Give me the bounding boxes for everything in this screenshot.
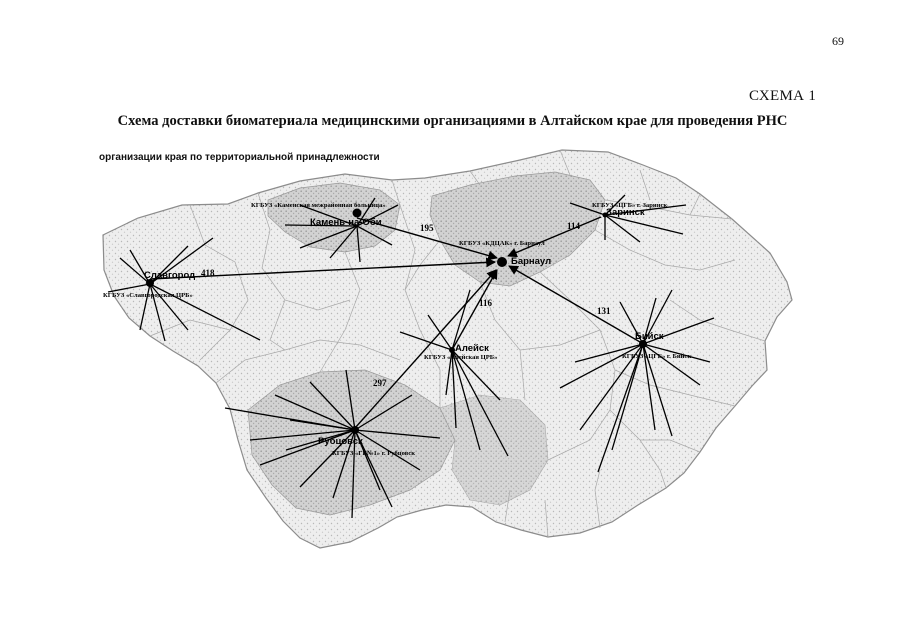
org-label-biysk: КГБУЗ «ЦГБ» г. Бийск [622, 353, 692, 360]
city-label-kamen: Камень-на-Оби [310, 217, 382, 228]
map-subtitle: организации края по территориальной принадлежности [99, 152, 380, 163]
city-label-slavgorod: Славгород [144, 270, 196, 281]
city-label-barnaul: Барнаул [511, 256, 552, 267]
city-label-biysk: Бийск [635, 331, 664, 342]
distance-kamen: 195 [420, 223, 434, 233]
distance-zarinsk: 114 [567, 221, 581, 231]
distance-aleysk: 116 [479, 298, 493, 308]
org-label-kamen: КГБУЗ «Каменская межрайонная больница» [251, 202, 386, 209]
page-title: Схема доставки биоматериала медицинскими организациями в Алтайском крае для проведения РНС [117, 113, 788, 129]
distance-rubtsovsk: 297 [373, 378, 387, 388]
distance-slavgorod: 418 [201, 268, 215, 278]
city-label-zarinsk: Заринск [606, 207, 645, 218]
org-label-slavgorod: КГБУЗ «Славгородская ЦРБ» [103, 292, 193, 299]
hub-point-barnaul [497, 257, 507, 267]
city-label-aleysk: Алейск [455, 343, 489, 354]
city-label-rubtsovsk: Рубцовск [318, 436, 363, 447]
org-label-barnaul: КГБУЗ «КДЦАК» г. Барнаул [459, 240, 545, 247]
org-label-aleysk: КГБУЗ «Алейская ЦРБ» [424, 354, 498, 361]
schema-label: СХЕМА 1 [749, 88, 817, 104]
hub-point-rubtsovsk [351, 426, 359, 434]
org-label-zarinsk: КГБУЗ «ЦГБ» г. Заринск [592, 202, 668, 209]
org-label-rubtsovsk: КГБУЗ «ГБ№1» г. Рубцовск [332, 450, 416, 457]
page-number: 69 [832, 34, 844, 48]
distance-biysk: 131 [597, 306, 611, 316]
